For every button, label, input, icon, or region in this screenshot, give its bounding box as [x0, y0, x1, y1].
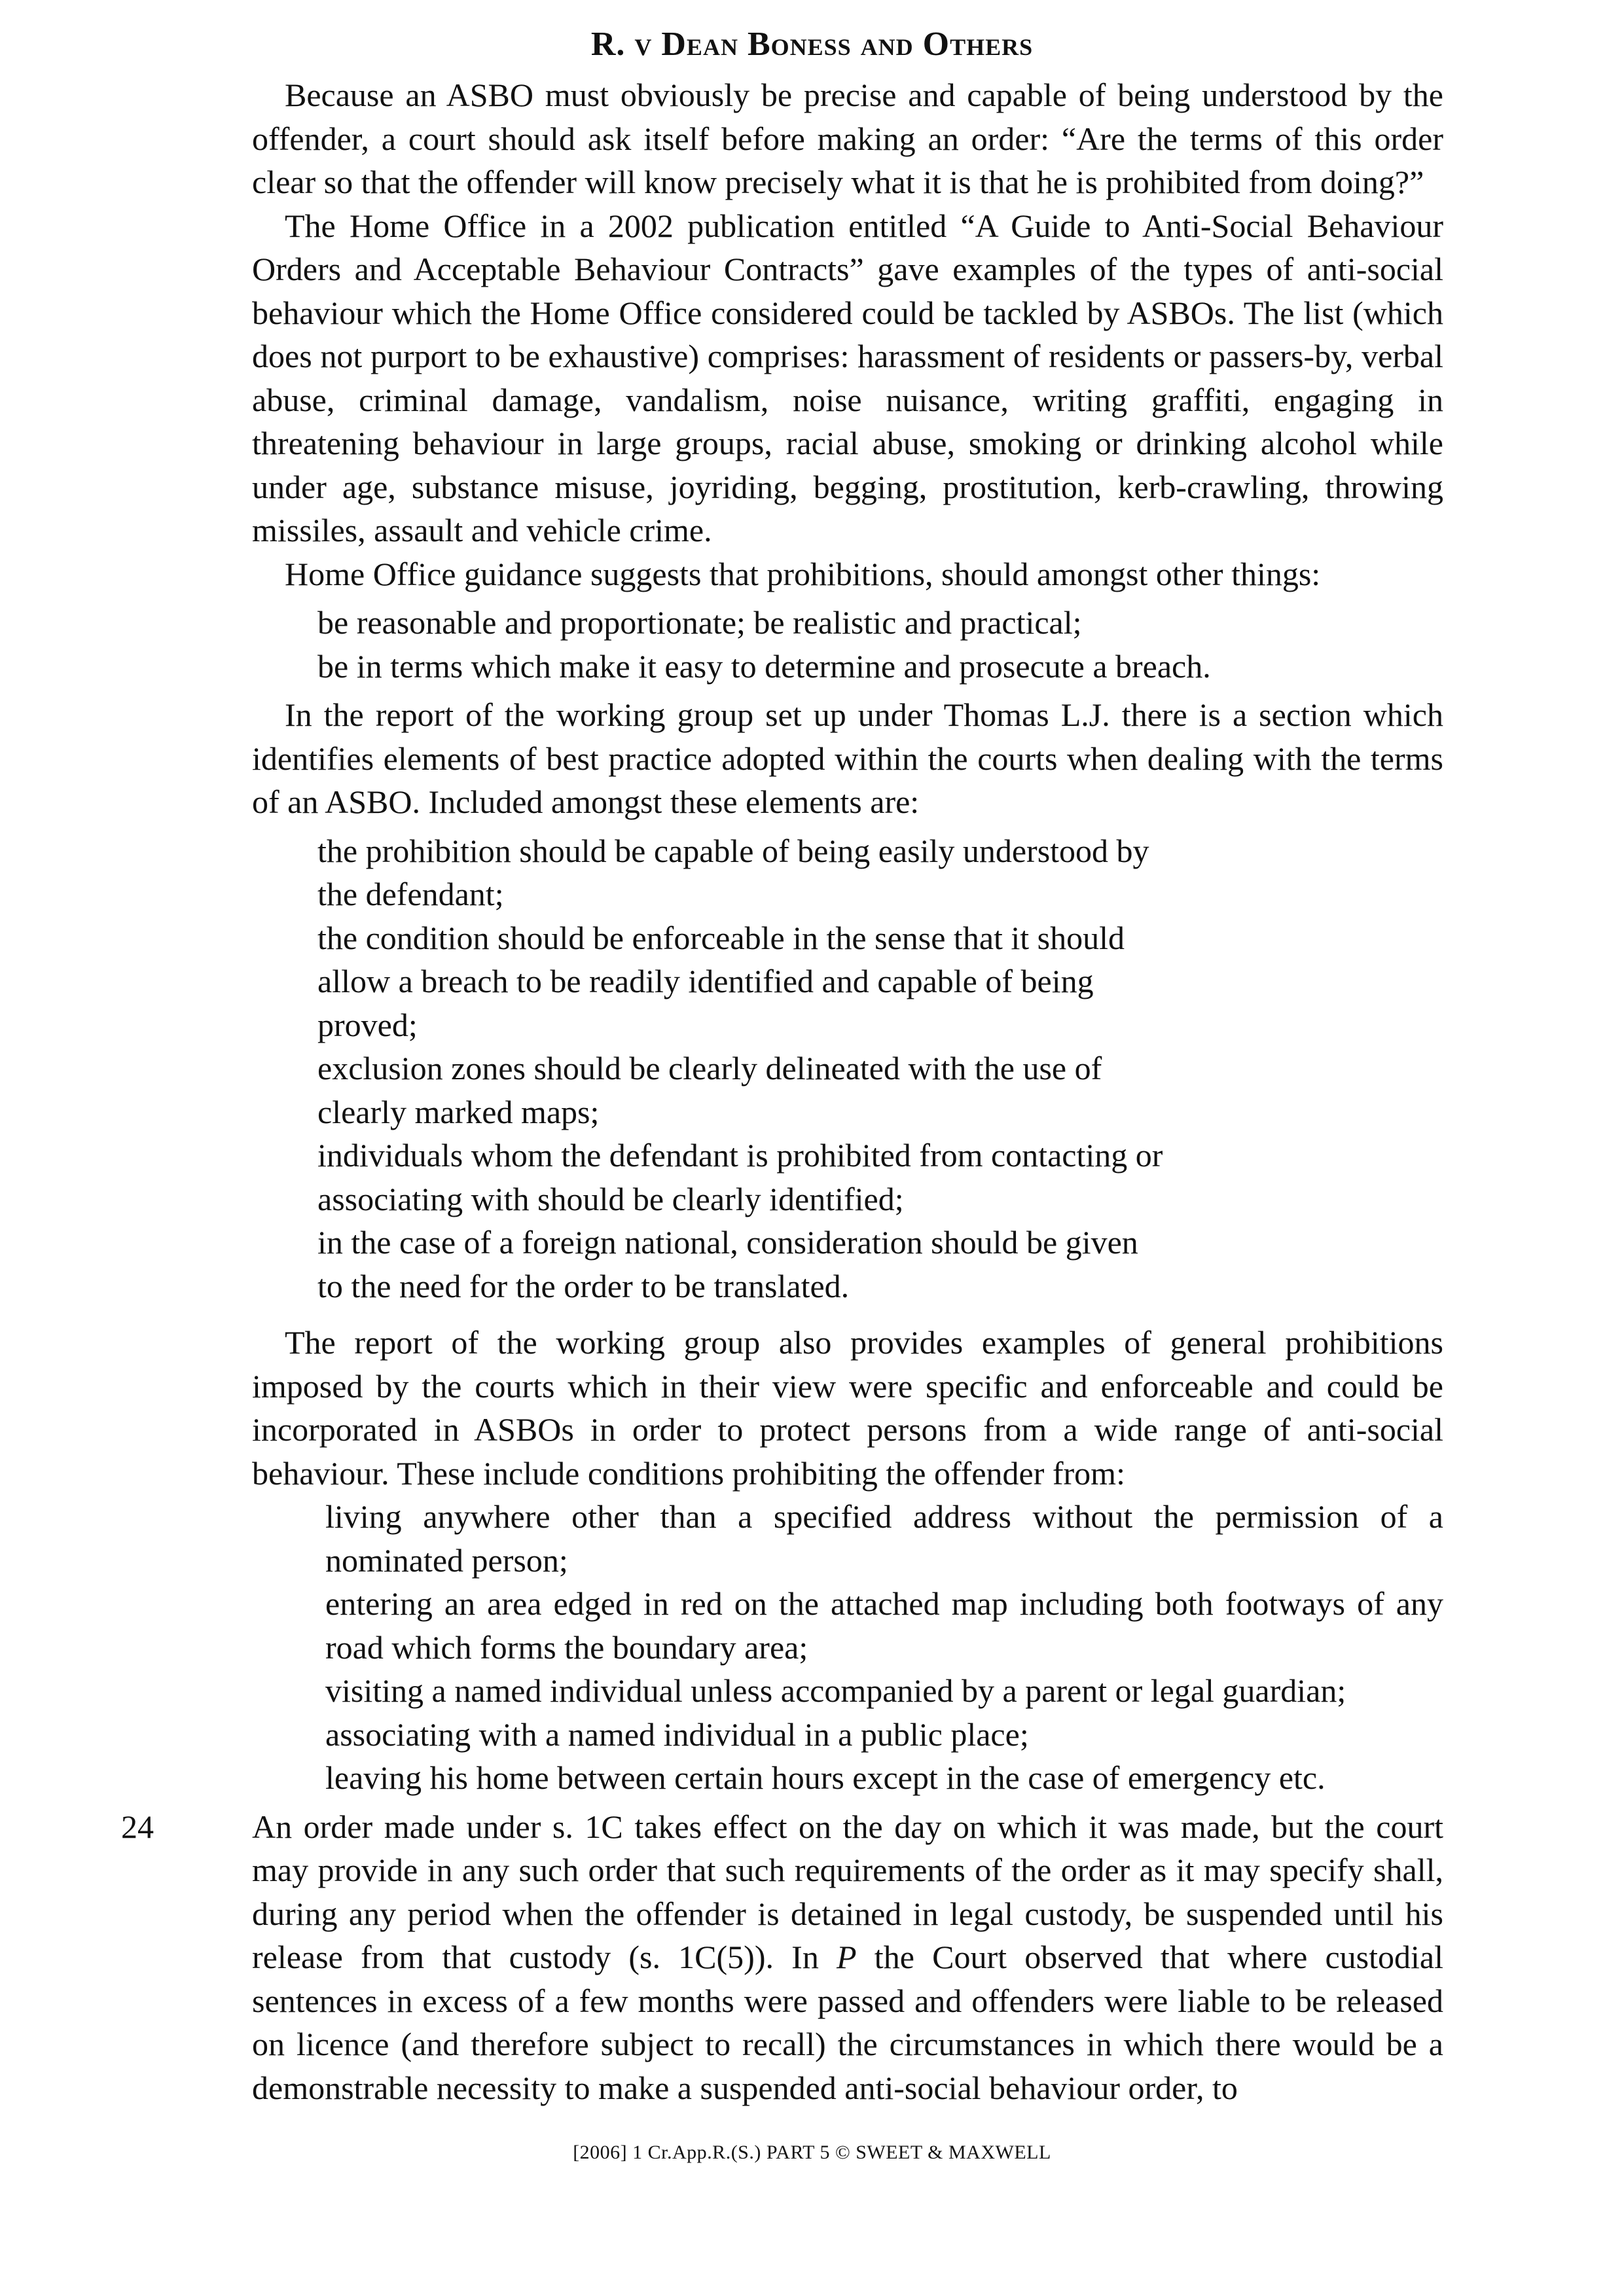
list-item: the prohibition should be capable of being easily understood by the defendant;	[317, 832, 1149, 912]
paragraph-home-office-guidance: Home Office guidance suggests that prohibitions, should amongst other things:	[285, 555, 1321, 592]
paragraph-asbo-precision: Because an ASBO must obviously be precise and capable of being understood by the offender, a court should ask itself before making an order: “Are the terms of this order clear so that the offender will know precisely what it is that he is prohibited from doing?”	[252, 77, 1443, 200]
list-item: individuals whom the defendant is prohibited from contacting or associating with should be clearly identified;	[317, 1137, 1163, 1217]
list-item: visiting a named individual unless accompanied by a parent or legal guardian;	[325, 1672, 1346, 1709]
running-header: R. v Dean Boness and Others	[590, 26, 1034, 63]
paragraph-working-group-report: In the report of the working group set up under Thomas L.J. there is a section which identifies elements of best practice adopted within the courts when dealing with the terms of an ASBO. Included amongst these elements are:	[252, 696, 1443, 820]
list-item: the condition should be enforceable in the sense that it should allow a breach to be readily identified and capable of being proved;	[317, 919, 1125, 1043]
list-item: associating with a named individual in a public place;	[325, 1715, 1029, 1753]
list-item: leaving his home between certain hours except in the case of emergency etc.	[325, 1759, 1326, 1796]
paragraph-24	[121, 1805, 1443, 2110]
paragraph-24-text-start: An order made under s. 1C takes effect on the day on which it was made, but the court may provide in any such order that such requirements of the order as it may specify shall, during any period when the offender is detained in legal custody, be suspended until his release from that custody (s. 1C(5)). In	[252, 1808, 1443, 1975]
list-item: living anywhere other than a specified address without the permission of a nominated person;	[325, 1498, 1443, 1579]
list-item: be in terms which make it easy to determine and prosecute a breach.	[317, 647, 1211, 685]
page-footer-citation: [2006] 1 Cr.App.R.(S.) PART 5 © SWEET & MAXWELL	[573, 2142, 1051, 2163]
list-item: be reasonable and proportionate; be realistic and practical;	[317, 604, 1082, 641]
case-name-italic: P	[837, 1939, 857, 1975]
paragraph-number: 24	[121, 1808, 154, 1845]
list-prohibition-examples	[325, 1495, 1443, 1800]
body-text	[121, 73, 1443, 2109]
list-item: exclusion zones should be clearly delineated with the use of clearly marked maps;	[317, 1050, 1102, 1130]
paragraph-general-prohibitions: The report of the working group also provides examples of general prohibitions imposed by the courts which in their view were specific and enforceable and could be incorporated in ASBOs in order to protect persons from a wide range of anti-social behaviour. These include conditions prohibiting the offender from:	[252, 1324, 1443, 1492]
list-item: in the case of a foreign national, consideration should be given to the need for the order to be translated.	[317, 1224, 1138, 1304]
paragraph-home-office-guide: The Home Office in a 2002 publication entitled “A Guide to Anti-Social Behaviour Orders and Acceptable Behaviour Contracts” gave examples of the types of anti-social behaviour which the Home Office considered could be tackled by ASBOs. The list (which does not purport to be exhaustive) comprises: harassment of residents or passers-by, verbal abuse, criminal damage, vandalism, noise nuisance, writing graffiti, engaging in threatening behaviour in large groups, racial abuse, smoking or drinking alcohol while under age, substance misuse, joyriding, begging, prostitution, kerb-crawling, throwing missiles, assault and vehicle crime.	[252, 207, 1443, 548]
list-best-practice	[317, 829, 1168, 1308]
paragraph-24-text-end: the Court observed that where custodial sentences in excess of a few months were passed and offenders were liable to be released on licence (and therefore subject to recall) the circumstances in which there would be a demonstrable necessity to make a suspended anti-social behaviour order, to	[252, 1939, 1443, 2106]
list-guidance-prohibitions	[317, 601, 1443, 688]
list-item: entering an area edged in red on the attached map including both footways of any road which forms the boundary area;	[325, 1585, 1443, 1666]
